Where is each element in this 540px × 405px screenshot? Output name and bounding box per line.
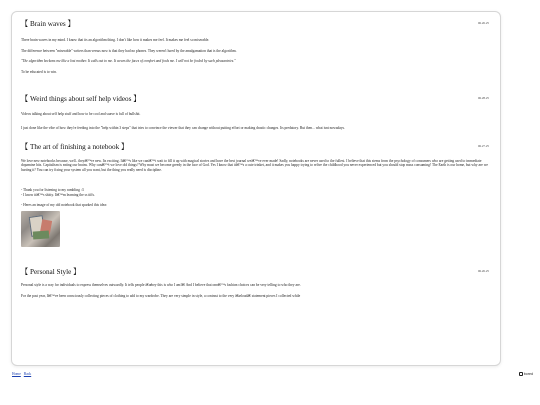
post-date: 06.28.25: [477, 96, 489, 101]
post-date: 06.27.25: [477, 143, 489, 148]
post-header: [21, 142, 491, 156]
mood-label: bored: [523, 372, 533, 376]
post-date: 06.26.25: [477, 269, 489, 274]
post-paragraph: Videos talking about self help stuff and how to be cool and suave is full of bullshit.: [21, 112, 141, 117]
post-paragraph: The difference between "miserable" writers than versus now is that they had no phones. They weren't lured by the amalgamation that is the algorithm.: [21, 48, 237, 53]
post-title: 【 Personal Style 】: [21, 268, 81, 277]
blog-container: [11, 11, 501, 366]
post-personal-style: [21, 267, 491, 298]
post-notebook: [21, 142, 491, 248]
post-date: 06.26.25: [477, 21, 489, 25]
post-paragraph: - I know itâ€™s shitty. Iâ€™m learning the ss tiffs.: [21, 192, 95, 197]
footer-nav: [12, 372, 34, 376]
post-title: 【 Weird things about self help videos 】: [21, 95, 141, 104]
back-link[interactable]: Back: [23, 372, 32, 376]
box-icon: [519, 372, 523, 376]
post-paragraph: Personal style is a way for individuals to express themselves outwardly. It tells people â€œhey this is who I am!â€ And I believe that oneâ€™s fashion choices can be very telling to who they are.: [21, 283, 301, 288]
post-paragraph: We love new notebooks because, well.. theyâ€™re new. Its exciting. Itâ€™s like we canâ€™t wait to fill it up with magical stories and have the best journal weâ€™ve ever made! Sadly, notebooks are never used to the fullest. I believe that this stems from the psychology of consumers who are getting used to immediate dopamine hits. Capitalism is eating our brains. Why canâ€™t we love old things? Why must we become greedy in the face of God. Yes I know that itâ€™s a cute trinket, and it makes you happy trying to relive the childhood you never experienced but you should stop mass consuming! The Earth is our home, but why are we hurting it? You can try fixing your system all you want, but the thing you really need is discipline.: [21, 158, 488, 172]
post-paragraph: - Heres an image of my old notebook that sparked this idea:: [21, 202, 107, 207]
post-title: 【 Brain waves 】: [21, 20, 75, 28]
post-paragraph: There brain waves in my mind. I know that its an algorithm thing. I don't like how it makes me feel. It makes me feel so miserable.: [21, 38, 210, 42]
post-header: [21, 267, 491, 281]
notebook-sticker: [33, 231, 50, 240]
post-self-help: [21, 94, 491, 130]
post-header: [21, 94, 491, 108]
mood-badge: [519, 372, 533, 376]
home-link[interactable]: Home: [12, 372, 21, 376]
post-paragraph: - Thank you for listening to my rambling :3: [21, 188, 84, 193]
post-paragraph: To be educated is to win.: [21, 69, 57, 74]
posts-scroll-area[interactable]: [21, 12, 491, 365]
post-title: 【 The art of finishing a notebook 】: [21, 142, 129, 151]
notebook-image: [21, 211, 60, 247]
post-quote: "The algorithm beckons me like a lost mother. It calls out to me. It wears the faces of comfort and fools me. I will not be fooled by such pleasantries.": [21, 59, 236, 64]
post-paragraph: I just done like the vibe of how they're feeding into the "help within 3 steps" that tries to convince the viewer that they can change without putting effort or making drastic changes. Its predatory. But then... what isnt nowadays.: [21, 125, 345, 130]
post-paragraph: For the past year, Iâ€™ve been consciously collecting pieces of clothing to add to my wardrobe. They are very simple in style, a contrast to the very â€œloudâ€ statement pieces I collected while: [21, 293, 301, 298]
post-header: [21, 19, 491, 33]
post-brain-waves: [21, 19, 491, 74]
